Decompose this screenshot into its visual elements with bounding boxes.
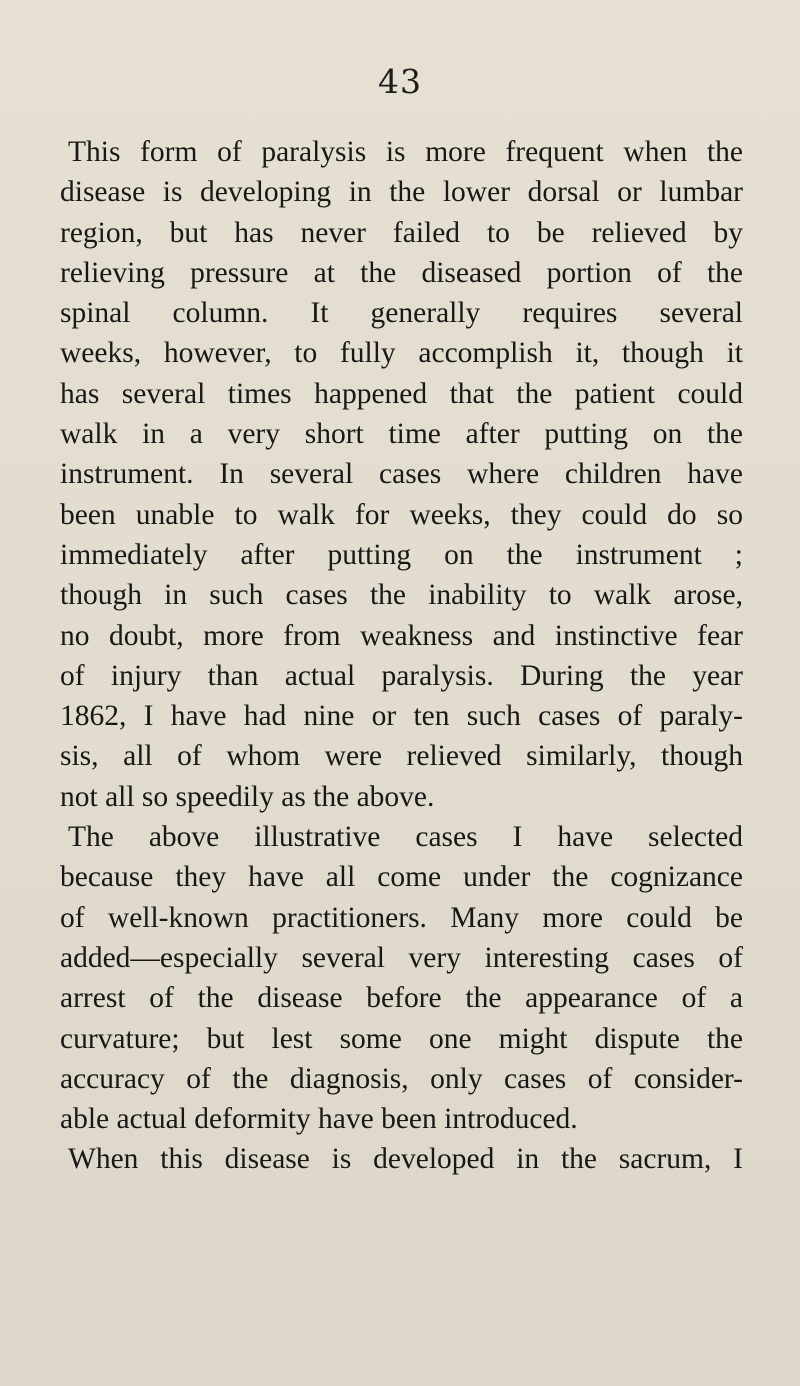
text-line: relieving pressure at the diseased portion of the <box>60 256 743 289</box>
text-line: no doubt, more from weakness and instinctive fear <box>60 619 743 652</box>
text-line: accuracy of the diagnosis, only cases of consider- <box>60 1062 743 1095</box>
text-line: instrument. In several cases where children have <box>60 458 743 491</box>
text-line: walk in a very short time after putting on the <box>60 418 743 451</box>
body-text <box>60 132 743 1180</box>
text-line: immediately after putting on the instrument ; <box>60 538 743 571</box>
text-line: added—especially several very interesting cases of <box>60 941 743 974</box>
text-line: because they have all come under the cognizance <box>60 861 743 894</box>
text-line: arrest of the disease before the appearance of a <box>60 982 743 1015</box>
text-line: region, but has never failed to be relieved by <box>60 216 743 249</box>
text-line: This form of paralysis is more frequent when the <box>68 136 743 168</box>
text-line: able actual deformity have been introduced. <box>60 1103 578 1136</box>
text-line: When this disease is developed in the sacrum, I <box>68 1143 743 1176</box>
text-line: spinal column. It generally requires several <box>60 297 743 330</box>
text-line: 1862, I have had nine or ten such cases of paraly- <box>60 700 743 733</box>
text-line: The above illustrative cases I have selected <box>68 821 743 854</box>
text-line: been unable to walk for weeks, they could do so <box>60 498 743 531</box>
page-number: 43 <box>378 62 422 101</box>
text-line: sis, all of whom were relieved similarly, though <box>60 740 743 773</box>
text-line: though in such cases the inability to walk arose, <box>60 579 743 612</box>
text-line: disease is developing in the lower dorsal or lumbar <box>60 176 743 209</box>
text-line: of injury than actual paralysis. During the year <box>60 659 743 692</box>
text-line: weeks, however, to fully accomplish it, though it <box>60 337 743 370</box>
text-line: not all so speedily as the above. <box>60 780 435 813</box>
text-line: curvature; but lest some one might dispute the <box>60 1022 743 1055</box>
text-line: has several times happened that the patient could <box>60 377 743 410</box>
text-line: of well-known practitioners. Many more could be <box>60 901 743 934</box>
